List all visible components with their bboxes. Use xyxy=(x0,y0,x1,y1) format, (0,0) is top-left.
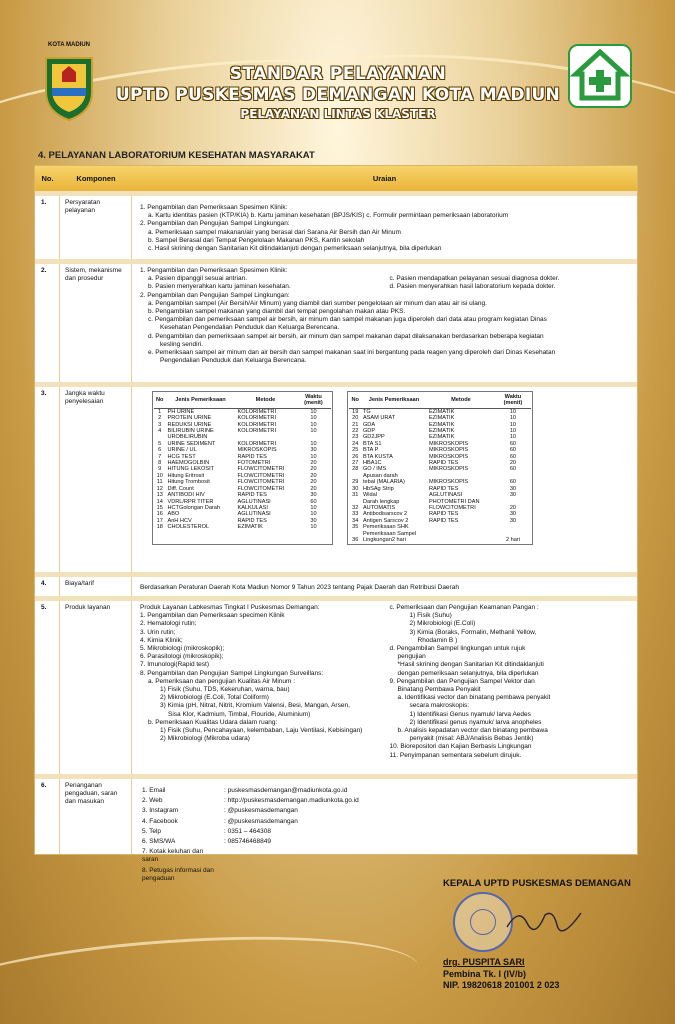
contact-value: : puskesmasdemangan@madiunkota.go.id xyxy=(224,787,348,794)
mini-cell: 20 xyxy=(509,460,517,467)
mini-cell: AGLUTINASI xyxy=(428,492,463,499)
mini-cell: 20 xyxy=(310,479,317,486)
mini-row xyxy=(154,524,331,530)
mini-cell: HBA1C xyxy=(362,460,382,467)
mini-cell: AUTOMATIS xyxy=(362,504,396,511)
mini-cell: EZIMATIK xyxy=(428,428,455,435)
uraian-line: d. Pasien menyerahkan hasil laboratorium kepada dokter. xyxy=(389,283,556,291)
mini-cell: MIKROSKOPIS xyxy=(428,440,469,447)
mini-cell: Hitung Trombosit xyxy=(167,479,210,486)
produk-line: 8. Pengambilan dan Pengujian Sampel Lingkungan Surveillans: xyxy=(140,669,324,677)
mini-cell: 32 xyxy=(352,504,359,511)
handwritten-signature xyxy=(505,905,585,935)
mini-cell: 20 xyxy=(509,504,517,511)
mini-cell: CHOLESTEROL xyxy=(167,524,210,531)
mini-cell: 31 xyxy=(352,492,359,499)
signature-heading xyxy=(443,878,643,889)
col-komponen: Komponen xyxy=(76,174,116,183)
mini-cell: 18 xyxy=(156,524,163,531)
mini-cell: 60 xyxy=(509,466,517,473)
produk-line: 2) Mikrobiologi (Mikroba udara) xyxy=(160,735,250,743)
mini-cell: 20 xyxy=(352,415,359,422)
mini-cell: MIKROSKOPIS xyxy=(428,453,469,460)
row-uraian xyxy=(132,779,637,882)
produk-line: 7. Imunologi(Rapid test) xyxy=(140,661,210,669)
mini-cell: 60 xyxy=(509,453,517,460)
row-number: 6. xyxy=(35,779,60,854)
table-row xyxy=(35,774,637,882)
mini-cell: 10 xyxy=(310,524,317,531)
mini-cell: 10 xyxy=(310,440,317,447)
mini-cell: 10 xyxy=(310,511,317,518)
row-uraian xyxy=(132,387,637,572)
mini-cell: PH URINE xyxy=(167,408,195,415)
mini-cell: 14 xyxy=(156,498,163,505)
produk-line: 2) Mikrobiologi (E.Coli) xyxy=(409,620,476,628)
mini-cell: VDRL/RPR TITER xyxy=(167,498,214,505)
logo-caption: KOTA MADIUN xyxy=(48,42,90,48)
mini-header: Waktu (menit) xyxy=(495,393,531,408)
produk-line: 10. Biorepositori dan Kajian Berbasis Lingkungan xyxy=(389,743,532,751)
mini-cell: HITUNG LEKOSIT xyxy=(167,466,215,473)
produk-line: a. Identifikasi vector dan binatang pembawa penyakit xyxy=(397,694,551,702)
mini-cell: KOLORIMETRI xyxy=(237,440,277,447)
mini-cell: EZIMATIK xyxy=(237,524,263,531)
produk-line: 2) Mikrobiologi (E.Coli, Total Coliform) xyxy=(160,694,269,702)
mini-cell: 10 xyxy=(509,434,517,441)
row-uraian xyxy=(132,577,637,596)
uraian-line: c. Pasien mendapatkan pelayanan sesuai diagnosa dokter. xyxy=(389,275,560,283)
mini-cell: 30 xyxy=(509,517,517,524)
produk-line: 4. Kimia Klinik; xyxy=(140,636,183,644)
mini-cell: MIKROSKOPIS xyxy=(428,466,469,473)
contact-row xyxy=(142,787,367,795)
mini-cell: Antigen Sarscov 2 xyxy=(362,517,409,524)
mini-cell: 5 xyxy=(158,440,162,447)
title-block xyxy=(110,64,566,121)
produk-line: 1) Fisik (Suhu, Pencahayaan, kelembaban, Laju Ventilasi, Kebisingan) xyxy=(160,727,363,735)
mini-cell: FLOWCITOMETRI xyxy=(237,472,285,479)
produk-line: 3) Kimia (pH, Nitrat, Nitrit, Kromium Valensi, Besi, Mangan, Arsen, xyxy=(160,702,350,710)
uraian-twocol xyxy=(140,275,631,291)
mini-cell: EZIMATIK xyxy=(428,434,455,441)
mini-cell: 28 xyxy=(352,466,359,473)
mini-cell: 6 xyxy=(158,447,162,454)
mini-cell: MIKROSKOPIS xyxy=(428,479,469,486)
contact-label: 6. SMS/WA xyxy=(142,838,176,846)
signatory-name: drg. PUSPITA SARI xyxy=(443,957,525,967)
mini-header: No xyxy=(349,393,360,408)
mini-cell: BTA S1 xyxy=(362,440,382,447)
mini-cell: 22 xyxy=(352,428,359,435)
produk-line: c. Pemeriksaan dan Pengujian Keamanan Pangan : xyxy=(389,604,539,611)
mini-cell: 3 xyxy=(158,421,162,428)
mini-cell: FLOWCITOMETRI xyxy=(237,479,285,486)
mini-cell: HCTGolongan Darah xyxy=(167,504,221,511)
contact-label: 2. Web xyxy=(142,797,163,805)
mini-cell: RAPID TES xyxy=(237,492,267,499)
row-number: 5. xyxy=(35,601,60,774)
mini-cell: 30 xyxy=(310,492,317,499)
produk-line: b. Analisis kepadatan vector dan binatang pembawa xyxy=(397,727,548,735)
mini-header: Metode xyxy=(427,393,495,408)
mini-cell: Darah lengkap xyxy=(362,498,400,505)
produk-line: 1) Fisik (Suhu) xyxy=(409,612,452,620)
col-uraian: Uraian xyxy=(372,174,397,183)
produk-line: 1) Identifikasi Genus nyamuk/ larva Aedes xyxy=(409,710,531,718)
mini-cell: 13 xyxy=(156,492,163,499)
mini-cell: AGLUTINASI xyxy=(237,498,271,505)
mini-cell: EZIMATIK xyxy=(428,415,455,422)
uraian-line: e. Pemeriksaan sampel air minum dan air bersih dan sampel makanan saat ini bergantung pada reagen yang diperoleh dari Dinas Kesehatan xyxy=(148,349,556,357)
mini-cell: FOTOMETRI xyxy=(237,460,271,467)
contact-list xyxy=(140,785,369,885)
mini-cell: 36 xyxy=(352,536,359,543)
mini-cell: 20 xyxy=(310,472,317,479)
produk-line: dengan pemeriksaan selanjutnya, bila diperlukan xyxy=(397,669,539,677)
mini-cell: 24 xyxy=(352,440,359,447)
row-number: 2. xyxy=(35,264,60,382)
produk-line: 11. Penyimpanan sementara sebelum dirujuk. xyxy=(389,751,522,759)
mini-cell: RAPID TES xyxy=(428,460,459,467)
mini-cell: 27 xyxy=(352,460,359,467)
mini-cell: 19 xyxy=(352,408,359,415)
mini-cell: 29 xyxy=(352,479,359,486)
mini-cell: RAPID TES xyxy=(428,511,459,518)
row-komponen: Biaya/tarif xyxy=(60,577,132,596)
mini-cell: 8 xyxy=(158,460,162,467)
mini-cell: 25 xyxy=(352,447,359,454)
mini-cell: 10 xyxy=(509,408,517,415)
mini-cell: Pemeriksaan SHK xyxy=(362,524,409,531)
uraian-line: Pengendalian Penduduk dan Keluarga Berencana. xyxy=(160,357,307,365)
produk-line: 5. Mikrobiologi (mikroskopik); xyxy=(140,645,225,653)
uraian-line: b. Pengambilan sampel makanan yang diambil dari tempat pengolahan makan atau PKS. xyxy=(148,308,406,316)
puskesmas-logo xyxy=(568,44,632,108)
mini-cell: ASAM URAT xyxy=(362,415,396,422)
mini-cell: 34 xyxy=(352,517,359,524)
mini-cell: GO / IMS xyxy=(362,466,387,473)
mini-cell: 30 xyxy=(509,485,517,492)
contact-value: : 0351 – 464308 xyxy=(224,827,271,835)
contact-row xyxy=(142,797,367,805)
mini-cell: 60 xyxy=(509,440,517,447)
produk-line: 3) Kimia (Boraks, Formalin, Methanil Yellow, xyxy=(409,628,537,636)
uraian-line: a. Kartu identitas pasien (KTP/KIA) b. Kartu jaminan kesehatan (BPJS/KIS) c. Formulir permintaan pemeriksaan laboratorium xyxy=(148,212,509,220)
uraian-line: kesling sendiri. xyxy=(160,340,203,348)
produk-line: pengujian xyxy=(397,653,426,661)
mini-cell: 10 xyxy=(310,428,317,435)
contact-label: 8. Petugas informasi dan pengaduan xyxy=(142,866,214,882)
mini-cell: HbSAg Strip xyxy=(362,485,394,492)
row-komponen: Persyaratan pelayanan xyxy=(60,196,132,259)
mini-cell: 10 xyxy=(310,453,317,460)
mini-cell: 15 xyxy=(156,504,163,511)
mini-cell: GDA xyxy=(362,421,376,428)
mini-cell: Pemeriksaan Sampel xyxy=(362,530,417,537)
mini-cell: Widal xyxy=(362,492,377,499)
mini-cell: RAPID TES xyxy=(237,453,267,460)
row-komponen: Jangka waktu penyelesaian xyxy=(60,387,132,572)
contact-value xyxy=(224,867,367,883)
uraian-line: b. Sampel Berasal dari Tempat Pengelolaan Makanan PKS, Kantin sekolah xyxy=(148,236,365,244)
uraian-line: 1. Pengambilan dan Pemeriksaan Spesimen Klinik: xyxy=(140,204,288,211)
produk-left xyxy=(140,604,382,760)
mini-cell: KOLORIMETRI xyxy=(237,428,277,435)
mini-cell: Hitung Eritrosit xyxy=(167,472,205,479)
contact-label: 4. Facebook xyxy=(142,817,178,825)
produk-line: 2) Identifikasi genus nyamuk/ larva anopheles xyxy=(409,718,542,726)
main-title: STANDAR PELAYANAN xyxy=(229,64,447,84)
mini-cell: Lingkungan2 hari xyxy=(362,536,406,543)
table-row xyxy=(35,596,637,774)
official-stamp xyxy=(453,892,513,952)
uraian-line: Berdasarkan Peraturan Daerah Kota Madiun Nomor 9 Tahun 2023 tentang Pajak Daerah dan Retribusi Daerah xyxy=(140,584,459,591)
uraian-line: 2. Pengambilan dan Pengujian Sampel Lingkungan: xyxy=(140,220,290,228)
produk-line: secara makroskopis: xyxy=(409,702,470,710)
mini-cell: EZIMATIK xyxy=(428,421,455,428)
header xyxy=(0,0,675,140)
mini-cell: KOLORIMETRI xyxy=(237,415,277,422)
mini-cell: AGLUTINASI xyxy=(237,511,271,518)
col-no: No. xyxy=(41,174,54,183)
produk-columns xyxy=(140,604,631,760)
produk-right xyxy=(390,604,632,760)
uraian-line: a. Pengambilan sampel (Air Bersih/Air Minum) yang diambil dari sumber pengelolaan air minum dan atau air isi ulang. xyxy=(148,299,487,307)
mini-cell: HCG TEST xyxy=(167,453,196,460)
mini-cell: KOLORIMETRI xyxy=(237,408,277,415)
signatory xyxy=(443,957,643,992)
mini-cell xyxy=(427,537,495,543)
mini-cell: 10 xyxy=(310,415,317,422)
row-uraian xyxy=(132,264,637,382)
mini-cell: REDUKSI URINE xyxy=(167,421,212,428)
mini-header: No xyxy=(154,393,165,408)
contact-value: : 085746468849 xyxy=(224,838,271,846)
mini-cell: 60 xyxy=(509,479,517,486)
mini-cell: BTA P xyxy=(362,447,379,454)
produk-line: d. Pengambilan Sampel lingkungan untuk rujuk xyxy=(389,645,526,653)
mini-cell: URINE / UL xyxy=(167,447,197,454)
row-number: 3. xyxy=(35,387,60,572)
row-komponen: Produk layanan xyxy=(60,601,132,774)
mini-header: Waktu (menit) xyxy=(295,393,331,408)
mini-cell: 33 xyxy=(352,511,359,518)
contact-label: 1. Email xyxy=(142,787,166,794)
produk-line: 6. Parasitologi (mikroskopik); xyxy=(140,653,224,661)
mini-cell: 30 xyxy=(310,517,317,524)
contact-row xyxy=(142,867,367,883)
mini-cell: 10 xyxy=(509,428,517,435)
mini-row xyxy=(349,537,530,543)
mini-cell: 10 xyxy=(509,421,517,428)
mini-cell: 30 xyxy=(509,492,517,499)
mini-cell: GDP xyxy=(362,428,376,435)
mini-cell: EZIMATIK xyxy=(428,408,455,415)
mini-cell: 20 xyxy=(310,460,317,467)
produk-line: 1) Fisik (Suhu, TDS, Kekeruhan, warna, bau) xyxy=(160,686,290,694)
mini-cell: URINE SEDIMENT xyxy=(167,440,216,447)
produk-line: b. Pemeriksaan Kualitas Udara dalam ruang: xyxy=(148,718,278,726)
mini-cell: 35 xyxy=(352,524,359,531)
mini-cell: 26 xyxy=(352,453,359,460)
mini-cell: Diff. Count xyxy=(167,485,194,492)
mini-cell: 4 xyxy=(158,428,162,435)
mini-cell: 60 xyxy=(509,447,517,454)
uraian-line: c. Hasil skrining dengan Sanitarian Kit ditindaklanjuti dengan pemeriksaan selanjutnya, bila diperlukan xyxy=(148,245,442,253)
mini-cell: 2 xyxy=(158,415,162,422)
mini-header: Jenis Pemeriksaan xyxy=(361,393,427,408)
uraian-line: a. Pemeriksaan sampel makanan/air yang berasal dari Sarana Air Bersih dan Air Minum xyxy=(148,228,401,236)
contact-label: 3. Instagram xyxy=(142,807,179,815)
mini-cell: ANTIBODI HIV xyxy=(167,492,205,499)
mini-cell: 10 xyxy=(310,421,317,428)
mini-cell: 9 xyxy=(158,466,162,473)
mini-cell: 10 xyxy=(310,408,317,415)
mini-cell: tebal (MALARIA) xyxy=(362,479,405,486)
mini-cell: PROTEIN URINE xyxy=(167,415,212,422)
produk-line: Binatang Pembawa Penyakit xyxy=(397,686,481,694)
mini-header: Jenis Pemeriksaan xyxy=(165,393,235,408)
mini-row xyxy=(154,408,331,415)
kota-madiun-logo xyxy=(38,44,100,120)
uraian-line: Kesehatan Pengendalian Penduduk dan Keluarga Berencana. xyxy=(160,324,340,332)
produk-line: 9. Pengambilan dan Pengujian Sampel Vektor dan xyxy=(389,677,535,685)
mini-cell: KALKULASI xyxy=(237,504,268,511)
signatory-nip: NIP. 19820618 201001 2 023 xyxy=(443,980,560,990)
contact-value: : http://puskesmasdemangan.madiunkota.go.id xyxy=(224,797,359,805)
mini-cell: RAPID TES xyxy=(237,517,267,524)
uraian-line: 2. Pengambilan dan Pengujian Sampel Lingkungan: xyxy=(140,291,290,299)
contact-row xyxy=(142,838,367,846)
mini-cell: 17 xyxy=(156,517,163,524)
produk-line: Sisa Klor, Kadmium, Timbal, Flouride, Aluminium) xyxy=(168,710,311,718)
mini-cell: MIKROSKOPIS xyxy=(428,447,469,454)
contact-row xyxy=(142,807,367,815)
mini-cell: 60 xyxy=(310,498,317,505)
signature-title: KEPALA UPTD PUSKESMAS DEMANGAN xyxy=(443,878,631,889)
contact-value: : @puskesmasdemangan xyxy=(224,807,298,815)
signatory-rank: Pembina Tk. I (IV/b) xyxy=(443,968,527,979)
mini-cell: FLOWCITOMETRI xyxy=(237,466,285,473)
mini-cell: 12 xyxy=(156,485,163,492)
mini-cell: 10 xyxy=(156,472,163,479)
uraian-line: c. Pengambilan dan pemeriksaan sampel air bersih, air minum dan sampel makanan juga diperoleh dari data atau program kegiatan Dinas xyxy=(148,316,547,324)
row-number: 1. xyxy=(35,196,60,259)
mini-cell: RAPID TES xyxy=(428,517,459,524)
contact-row xyxy=(142,818,367,826)
mini-cell: 1 xyxy=(158,408,162,415)
mini-cell: BILIRUBIN URINE xyxy=(167,428,214,435)
contact-value xyxy=(224,848,367,864)
mini-cell: 30 xyxy=(310,447,317,454)
row-uraian xyxy=(132,601,637,774)
mini-header: Metode xyxy=(235,393,295,408)
table-row xyxy=(35,191,637,259)
contact-label: 5. Telp xyxy=(142,827,162,835)
mini-cell: MIKROSKOPIS xyxy=(237,447,277,454)
row-komponen: Sistem, mekanisme dan prosedur xyxy=(60,264,132,382)
duration-table-left xyxy=(152,391,333,545)
row-komponen: Penanganan pengaduan, saran dan masukan xyxy=(60,779,132,854)
mini-cell: 2 hari xyxy=(505,536,520,543)
mini-cell: Antibodisarscov 2 xyxy=(362,511,408,518)
mini-cell: 21 xyxy=(352,421,359,428)
produk-line: *Hasil skrining dengan Sanitarian Kit ditindaklanjuti xyxy=(397,661,544,669)
contact-row xyxy=(142,848,367,864)
mini-cell: 30 xyxy=(352,485,359,492)
section-title: 4. PELAYANAN LABORATORIUM KESEHATAN MASYARAKAT xyxy=(38,150,315,161)
mini-cell: 7 xyxy=(158,453,162,460)
uraian-line: d. Pengambilan dan pemeriksaan sampel air bersih, air minum dan sampel makanan dapat dilaksanakan berdasarkan beberapa kegiatan xyxy=(148,332,544,340)
org-title: UPTD PUSKESMAS DEMANGAN KOTA MADIUN xyxy=(115,85,561,105)
duration-tables xyxy=(132,387,637,549)
mini-cell: HAEMOGOLBIN xyxy=(167,460,210,467)
subtitle: PELAYANAN LINTAS KLASTER xyxy=(240,107,436,121)
mini-cell: 23 xyxy=(352,434,359,441)
table-header xyxy=(35,166,637,191)
mini-cell: 20 xyxy=(310,466,317,473)
produk-line: Rhodamin B ) xyxy=(417,636,458,644)
table-row xyxy=(35,259,637,382)
mini-cell: TG xyxy=(362,408,371,415)
contact-label: 7. Kotak keluhan dan saran xyxy=(142,848,204,864)
uraian-line: 1. Pengambilan dan Pemeriksaan Spesimen Klinik: xyxy=(140,267,288,274)
table-row xyxy=(35,382,637,572)
produk-line: penyakit (misal: ABJ/Analisis Bebas Jentik) xyxy=(409,735,534,743)
mini-row xyxy=(349,408,530,415)
mini-cell: RAPID TES xyxy=(428,485,459,492)
mini-cell: 30 xyxy=(509,511,517,518)
row-number: 4. xyxy=(35,577,60,596)
mini-cell: FLOWCITOMETRI xyxy=(428,504,476,511)
mini-cell: Apusan darah xyxy=(362,472,398,479)
mini-cell: UROBILIRUBIN xyxy=(167,434,208,441)
mini-cell: 20 xyxy=(310,485,317,492)
contact-value: : @puskesmasdemangan xyxy=(224,817,298,825)
duration-table-right xyxy=(347,391,532,545)
service-standard-table xyxy=(34,165,638,882)
uraian-line: a. Pasien dipanggil sesuai antrian. xyxy=(148,275,248,283)
produk-line: 2. Hematologi rutin; xyxy=(140,620,197,628)
mini-cell: 16 xyxy=(156,511,163,518)
mini-cell: GD2JPP xyxy=(362,434,385,441)
mini-cell: BTA KUSTA xyxy=(362,453,393,460)
mini-cell: 10 xyxy=(310,504,317,511)
mini-cell: PHOTOMETRI DAN xyxy=(428,498,480,505)
mini-cell: 10 xyxy=(509,415,517,422)
mini-cell: 11 xyxy=(156,479,163,486)
produk-line: a. Pemeriksaan dan pengujian Kualitas Air Minum : xyxy=(148,677,296,685)
mini-cell: FLOWCITOMETRI xyxy=(237,485,285,492)
contact-row xyxy=(142,828,367,836)
uraian-line: b. Pasien menyerahkan kartu jaminan kesehatan. xyxy=(148,283,291,291)
mini-cell: ABO xyxy=(167,511,180,518)
mini-cell: KOLORIMETRI xyxy=(237,421,277,428)
row-uraian xyxy=(132,196,637,259)
table-row xyxy=(35,572,637,596)
mini-cell: AnH HCV xyxy=(167,517,192,524)
produk-line: 3. Urin rutin; xyxy=(140,628,176,636)
produk-line: Produk Layanan Labkesmas Tingkat I Puskesmas Demangan: xyxy=(140,604,320,611)
produk-line: 1. Pengambilan dan Pemeriksaan specimen Klinik xyxy=(140,612,285,620)
